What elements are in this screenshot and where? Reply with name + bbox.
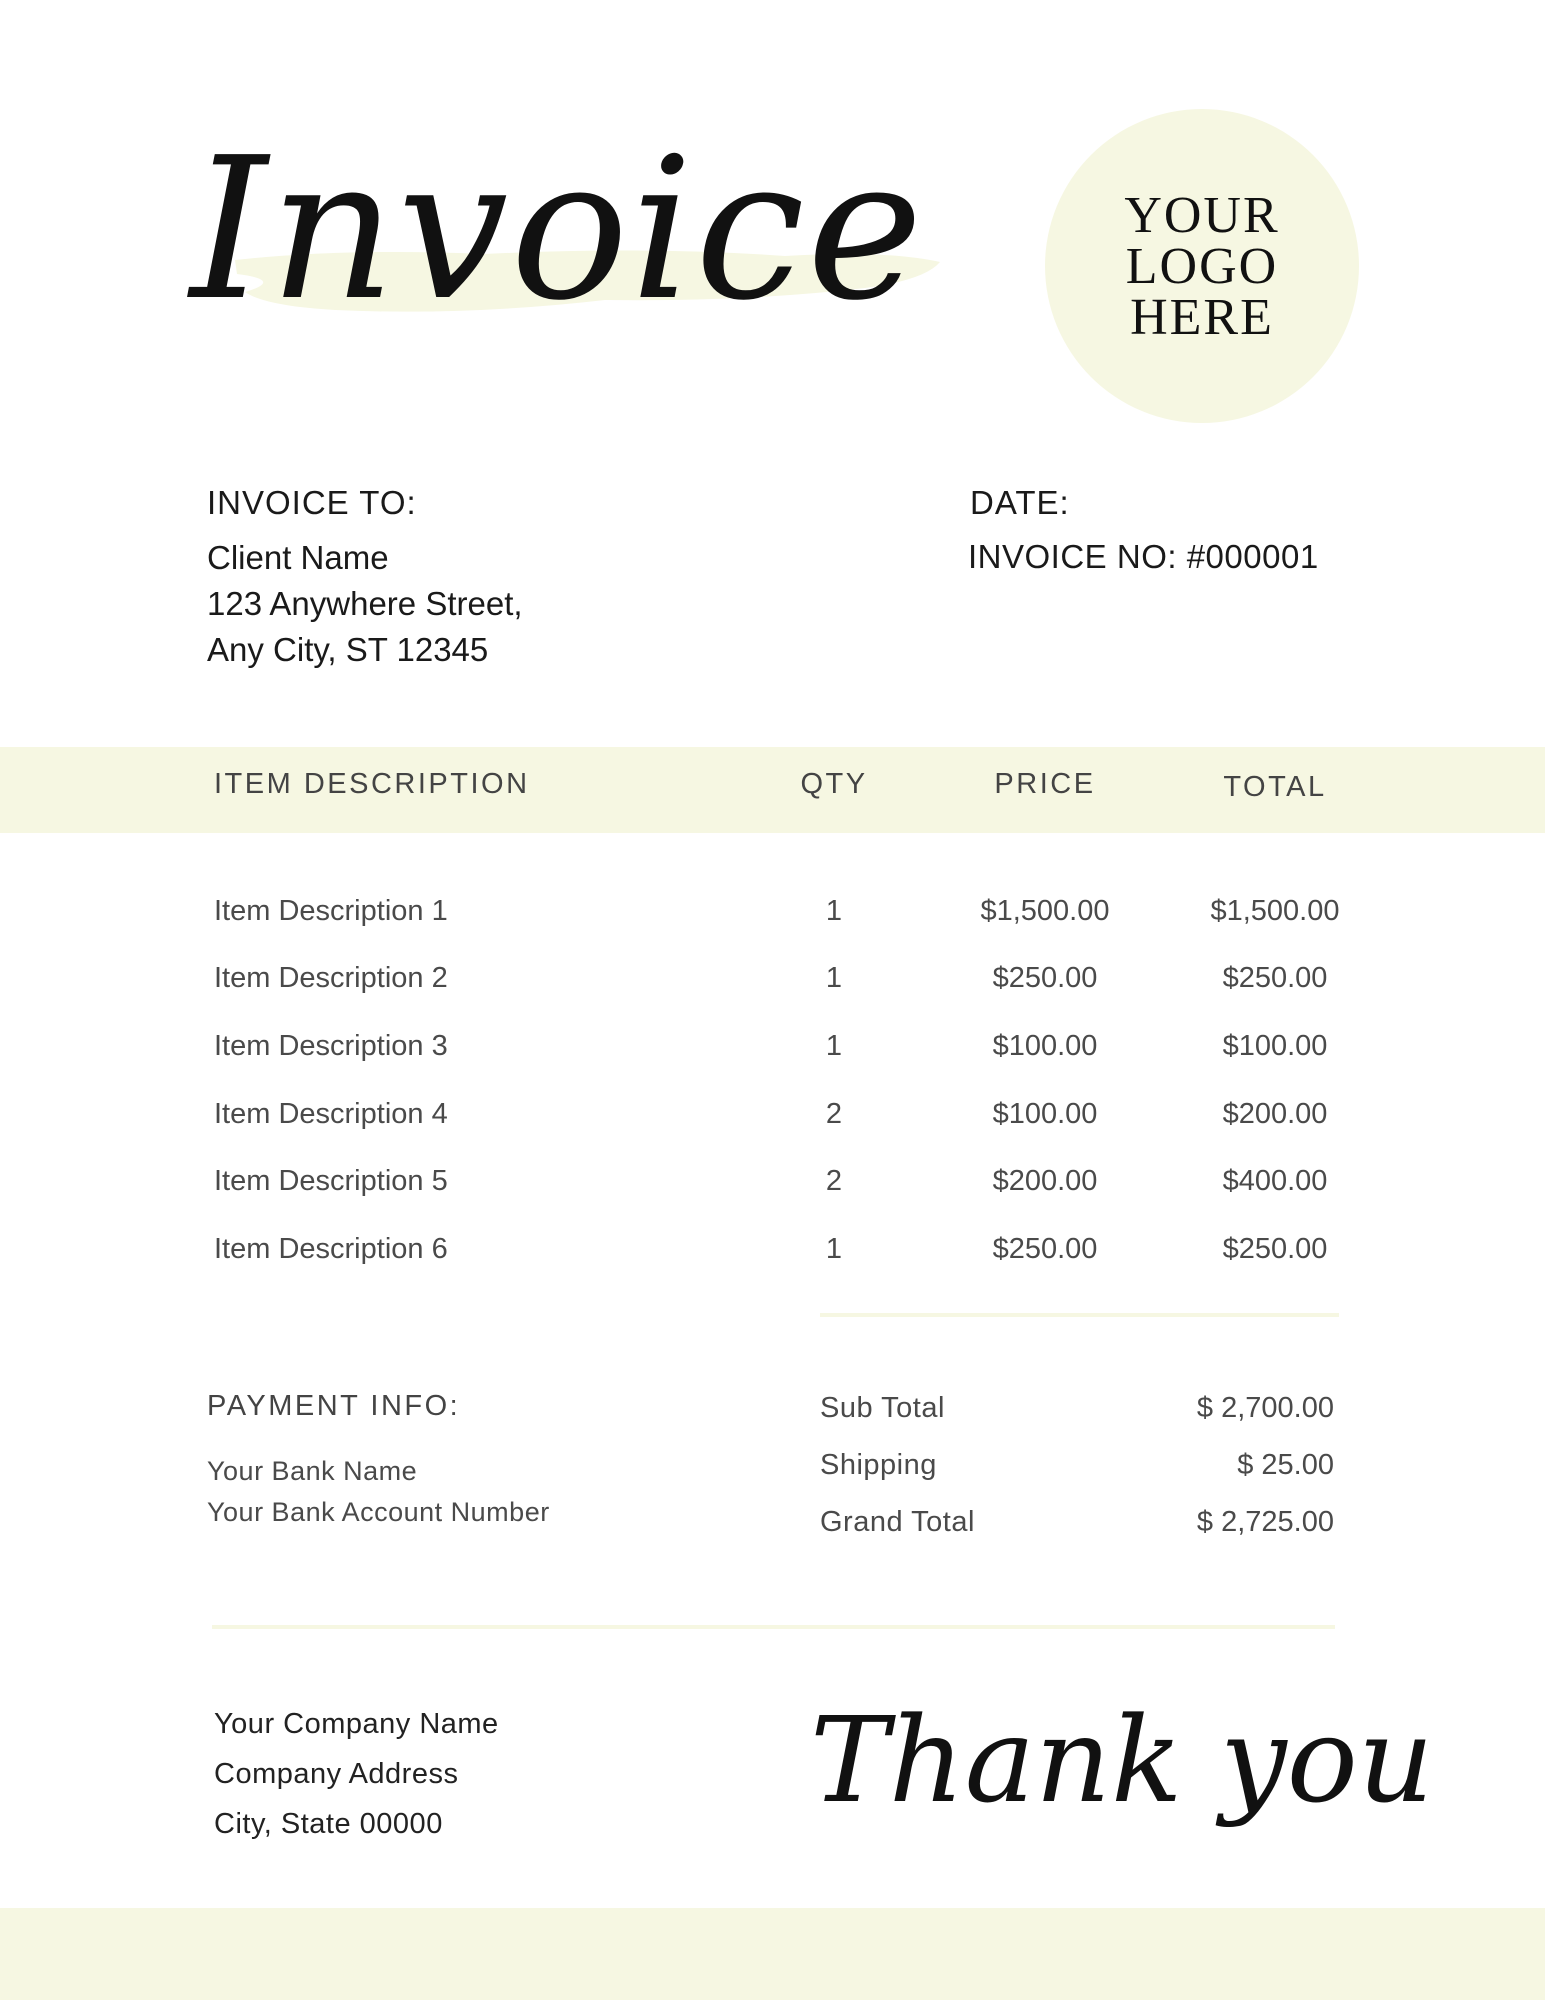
- thank-you-signature: Thank you: [810, 1691, 1434, 1829]
- client-block: [207, 535, 523, 673]
- row-price: $250.00: [992, 962, 1098, 994]
- subtotal-label: Sub Total: [820, 1392, 945, 1424]
- row-total: $1,500.00: [1210, 895, 1340, 927]
- header-qty: QTY: [800, 768, 868, 800]
- row-total: $250.00: [1222, 1233, 1328, 1265]
- row-qty: 1: [825, 962, 843, 994]
- header-total: TOTAL: [1223, 771, 1327, 803]
- logo-line-2: LOGO: [1125, 237, 1279, 295]
- grand-total-value: $ 2,725.00: [1196, 1506, 1334, 1538]
- company-city-state: City, State 00000: [214, 1808, 443, 1840]
- logo-placeholder: [1045, 109, 1359, 423]
- row-total: $400.00: [1222, 1165, 1328, 1197]
- row-description: Item Description 5: [214, 1165, 448, 1197]
- payment-info-label: PAYMENT INFO:: [207, 1390, 461, 1422]
- client-name: Client Name: [207, 539, 389, 576]
- footer-divider: [212, 1625, 1335, 1629]
- row-total: $250.00: [1222, 962, 1328, 994]
- shipping-label: Shipping: [820, 1449, 937, 1481]
- logo-text: [1092, 186, 1312, 346]
- row-qty: 1: [825, 895, 843, 927]
- row-qty: 1: [825, 1030, 843, 1062]
- grand-total-label: Grand Total: [820, 1506, 975, 1538]
- footer-band: [0, 1908, 1545, 2000]
- invoice-number: [968, 538, 1319, 576]
- bank-account-number: Your Bank Account Number: [207, 1497, 550, 1527]
- header-price: PRICE: [994, 768, 1096, 800]
- logo-line-1: YOUR: [1124, 186, 1280, 244]
- row-description: Item Description 2: [214, 962, 448, 994]
- row-price: $200.00: [992, 1165, 1098, 1197]
- row-qty: 2: [825, 1165, 843, 1197]
- subtotal-value: $ 2,700.00: [1196, 1392, 1334, 1424]
- company-address: Company Address: [214, 1758, 459, 1790]
- row-qty: 2: [825, 1098, 843, 1130]
- invoice-title: Invoice: [190, 116, 925, 344]
- totals-divider: [820, 1313, 1339, 1317]
- invoice-number-value: #000001: [1186, 538, 1319, 575]
- row-qty: 1: [825, 1233, 843, 1265]
- row-price: $1,500.00: [980, 895, 1110, 927]
- date-label: DATE:: [970, 484, 1070, 521]
- row-description: Item Description 1: [214, 895, 448, 927]
- client-address-line-1: 123 Anywhere Street,: [207, 585, 523, 622]
- logo-line-3: HERE: [1130, 288, 1274, 346]
- header-item-description: ITEM DESCRIPTION: [214, 768, 530, 800]
- row-price: $250.00: [992, 1233, 1098, 1265]
- row-description: Item Description 3: [214, 1030, 448, 1062]
- shipping-value: $ 25.00: [1237, 1449, 1334, 1481]
- row-total: $200.00: [1222, 1098, 1328, 1130]
- invoice-to-label: INVOICE TO:: [207, 484, 417, 521]
- row-price: $100.00: [992, 1098, 1098, 1130]
- client-address-line-2: Any City, ST 12345: [207, 631, 489, 668]
- row-description: Item Description 4: [214, 1098, 448, 1130]
- company-name: Your Company Name: [214, 1708, 499, 1740]
- row-description: Item Description 6: [214, 1233, 448, 1265]
- row-total: $100.00: [1222, 1030, 1328, 1062]
- bank-name: Your Bank Name: [207, 1456, 418, 1486]
- row-price: $100.00: [992, 1030, 1098, 1062]
- invoice-number-label: INVOICE NO:: [968, 538, 1178, 575]
